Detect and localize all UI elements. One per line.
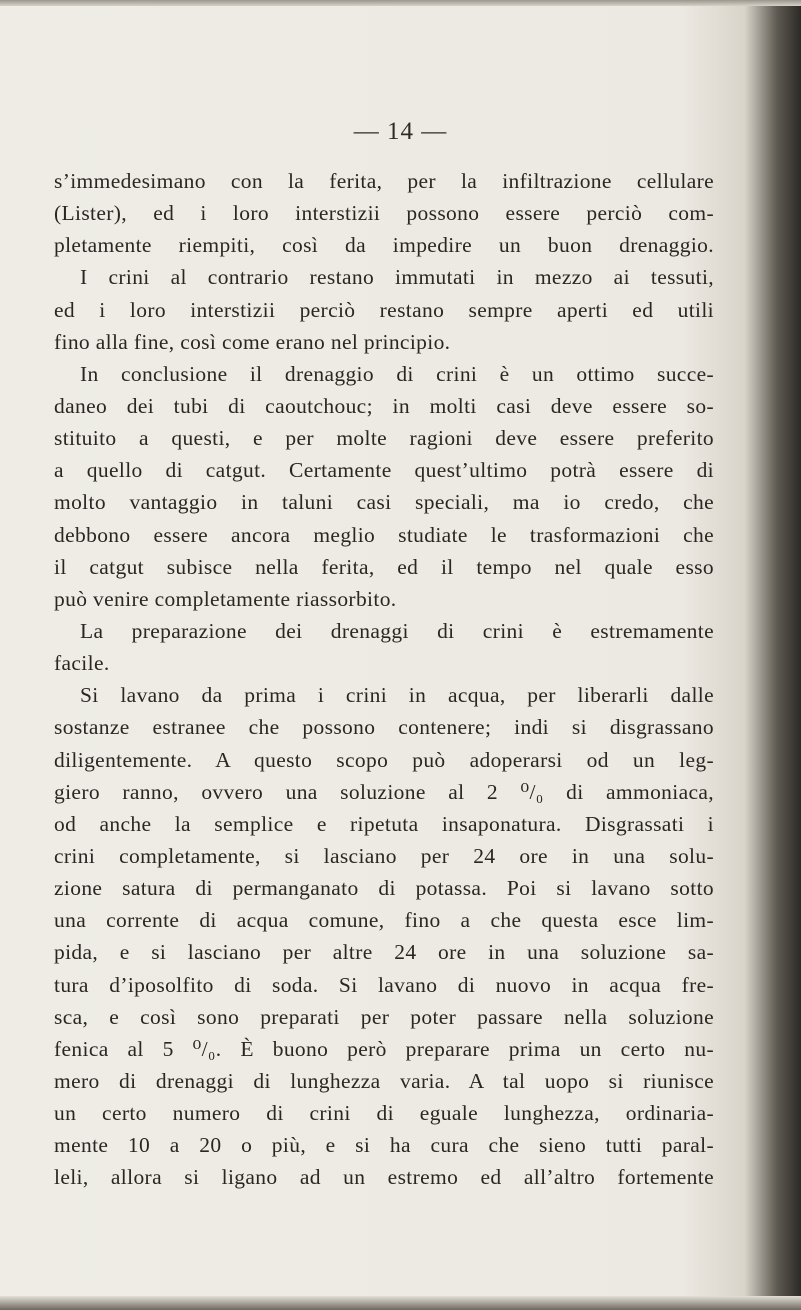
text-line: debbono essere ancora meglio studiate le trasformazioni che [54, 522, 714, 547]
text-line: può venire completamente riassorbito. [54, 586, 397, 611]
text-line: pletamente riempiti, così da impedire un buon drenaggio. [54, 233, 714, 258]
text-line: Si lavano da prima i crini in acqua, per liberarli dalle [80, 683, 714, 708]
text-line: leli, allora si ligano ad un estremo ed all’altro fortemente [54, 1165, 714, 1190]
text-line: ed i loro interstizii perciò restano sempre aperti ed utili [54, 297, 714, 322]
text-line: stituito a questi, e per molte ragioni deve essere preferito [54, 426, 714, 451]
text-line: una corrente di acqua comune, fino a che questa esce lim- [54, 908, 714, 933]
text-line: In conclusione il drenaggio di crini è un ottimo succe- [80, 361, 714, 386]
text-line: il catgut subisce nella ferita, ed il tempo nel quale esso [54, 554, 714, 579]
text-line: facile. [54, 651, 110, 676]
text-line: fino alla fine, così come erano nel principio. [54, 329, 451, 354]
text-line: tura d’iposolfito di soda. Si lavano di nuovo in acqua fre- [54, 972, 714, 997]
text-line: crini completamente, si lasciano per 24 ore in una solu- [54, 843, 714, 868]
text-line: s’immedesimano con la ferita, per la infiltrazione cellulare [54, 169, 714, 193]
body-text [54, 165, 714, 1194]
text-line: pida, e si lasciano per altre 24 ore in una soluzione sa- [54, 940, 714, 965]
text-line: sostanze estranee che possono contenere; indi si disgrassano [54, 715, 714, 740]
text-line: mero di drenaggi di lunghezza varia. A tal uopo si riunisce [54, 1068, 714, 1093]
page-number: — 14 — [353, 118, 448, 145]
page-top-edge [0, 0, 801, 6]
page-bottom-edge [0, 1296, 801, 1310]
text-line: molto vantaggio in taluni casi speciali, ma io credo, che [54, 490, 714, 515]
text-line: mente 10 a 20 o più, e si ha cura che sieno tutti paral- [54, 1133, 714, 1158]
text-line: od anche la semplice e ripetuta insaponatura. Disgrassati i [54, 811, 714, 836]
text-line: un certo numero di crini di eguale lunghezza, ordinaria- [54, 1101, 714, 1126]
text-line: I crini al contrario restano immutati in mezzo ai tessuti, [80, 265, 714, 290]
text-line: a quello di catgut. Certamente quest’ultimo potrà essere di [54, 458, 714, 483]
text-line: (Lister), ed i loro interstizii possono essere perciò com- [54, 201, 714, 226]
text-line: daneo dei tubi di caoutchouc; in molti casi deve essere so- [54, 393, 714, 418]
text-line: fenica al 5 ⁰/₀. È buono però preparare prima un certo nu- [54, 1036, 714, 1061]
text-line: sca, e così sono preparati per poter passare nella soluzione [54, 1004, 714, 1029]
text-line: diligentemente. A questo scopo può adoperarsi od un leg- [54, 747, 714, 772]
text-line: zione satura di permanganato di potassa. Poi si lavano sotto [54, 876, 714, 901]
text-line: giero ranno, ovvero una soluzione al 2 ⁰/₀ di ammoniaca, [54, 779, 714, 804]
text-line: La preparazione dei drenaggi di crini è estremamente [80, 618, 714, 643]
